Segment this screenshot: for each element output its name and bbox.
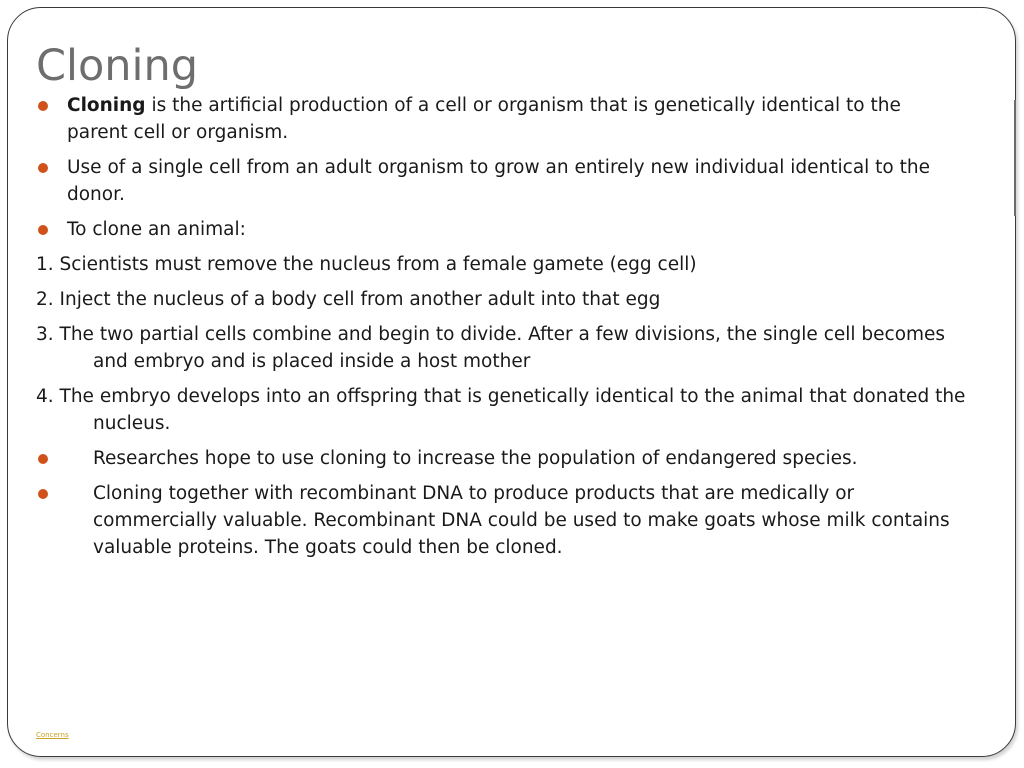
numbered-step: 3. The two partial cells combine and begin to divide. After a few divisions, the single cell becomes and embryo and is placed inside a host mother <box>36 324 946 372</box>
bullet-bold-term: Cloning <box>67 95 146 116</box>
numbered-step: 2. Inject the nucleus of a body cell from another adult into that egg <box>36 289 661 310</box>
slide-edge-accent <box>1014 100 1016 216</box>
bullet-dot-icon <box>38 163 48 173</box>
concerns-link[interactable]: Concerns <box>36 731 69 739</box>
bullet-dot-icon <box>38 225 48 235</box>
bullet-text: Researches hope to use cloning to increase the population of endangered species. <box>93 448 858 469</box>
bullet-item <box>36 480 966 561</box>
bullet-text: Cloning together with recombinant DNA to produce products that are medically or commercially valuable. Recombinant DNA could be used to make goats whose milk contains valuable proteins. The goats could then be cloned. <box>93 483 950 558</box>
bullet-item <box>36 216 966 243</box>
bullet-text: is the artificial production of a cell or organism that is genetically identical to the parent cell or organism. <box>67 95 901 143</box>
bullet-item <box>36 154 966 208</box>
bullet-dot-icon <box>38 101 48 111</box>
bullet-item <box>36 92 966 146</box>
bullet-dot-icon <box>38 489 48 499</box>
bullet-text: To clone an animal: <box>67 219 246 240</box>
bullet-item <box>36 445 966 472</box>
bullet-text: Use of a single cell from an adult organism to grow an entirely new individual identical to the donor. <box>67 157 930 205</box>
slide-title: Cloning <box>36 41 199 91</box>
bullet-dot-icon <box>38 454 48 464</box>
numbered-step: 1. Scientists must remove the nucleus from a female gamete (egg cell) <box>36 254 697 275</box>
slide-content <box>36 92 966 569</box>
numbered-step: 4. The embryo develops into an offspring that is genetically identical to the animal that donated the nucleus. <box>36 386 966 434</box>
